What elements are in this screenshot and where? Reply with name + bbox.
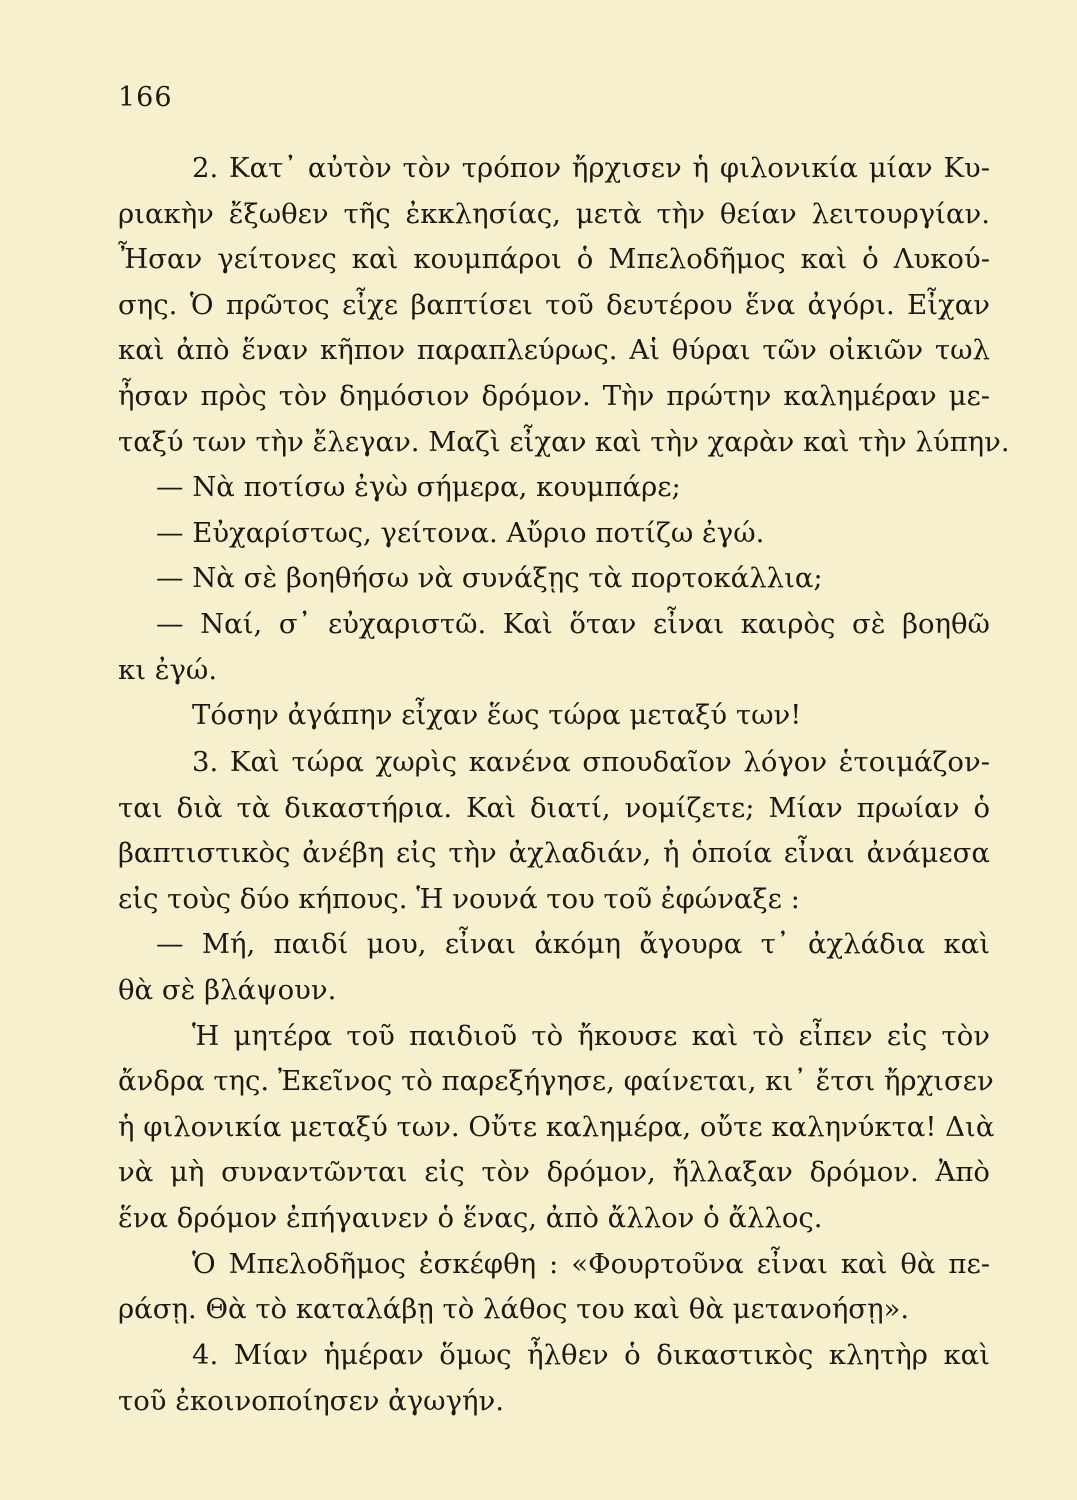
text-line: ται διὰ τὰ δικαστήρια. Καὶ διατί, νομίζετε; Μίαν πρωίαν ὁ: [118, 791, 990, 824]
text-line: τοῦ ἐκοινοποίησεν ἀγωγήν.: [118, 1384, 504, 1417]
dialogue-line: — Εὐχαρίστως, γείτονα. Αὔριο ποτίζω ἐγώ.: [156, 516, 765, 549]
dialogue-line: — Νὰ ποτίσω ἐγὼ σήμερα, κουμπάρε;: [156, 471, 681, 504]
text-line: ἡ φιλονικία μεταξύ των. Οὔτε καλημέρα, οὔτε καληνύκτα! Διὰ: [118, 1110, 995, 1143]
text-line: εἰς τοὺς δύο κήπους. Ἡ νουνά του τοῦ ἐφώναξε :: [118, 882, 800, 915]
closing-line: Τόσην ἀγάπην εἶχαν ἕως τώρα μεταξύ των!: [192, 699, 802, 732]
section-4: [118, 1333, 990, 1424]
section-3: [118, 740, 995, 1333]
text-line: Ἦσαν γείτονες καὶ κουμπάροι ὁ Μπελοδῆμος καὶ ὁ Λυκού-: [118, 243, 990, 276]
text-line: 3. Καὶ τώρα χωρὶς κανένα σπουδαῖον λόγον ἑτοιμάζον-: [192, 746, 990, 778]
text-line: καὶ ἀπὸ ἕναν κῆπον παραπλεύρως. Αἱ θύραι τῶν οἰκιῶν τωλ: [118, 334, 990, 367]
text-line: βαπτιστικὸς ἀνέβη εἰς τὴν ἀχλαδιάν, ἡ ὁποία εἶναι ἀνάμεσα: [118, 837, 990, 870]
text-line: Ὁ Μπελοδῆμος ἐσκέφθη : «Φουρτοῦνα εἶναι καὶ θὰ πε-: [192, 1247, 990, 1280]
section-2: [118, 146, 1010, 739]
text-line: Ἡ μητέρα τοῦ παιδιοῦ τὸ ἤκουσε καὶ τὸ εἶπεν εἰς τὸν: [192, 1019, 990, 1052]
text-line: ταξύ των τὴν ἔλεγαν. Μαζὶ εἶχαν καὶ τὴν χαρὰν καὶ τὴν λύπην.: [118, 425, 1010, 458]
dialogue-line: — Νὰ σὲ βοηθήσω νὰ συνάξῃς τὰ πορτοκάλλια;: [156, 562, 823, 595]
text-line: ἄνδρα της. Ἐκεῖνος τὸ παρεξήγησε, φαίνεται, κι᾽ ἔτσι ἤρχισεν: [118, 1065, 994, 1098]
text-line: σης. Ὁ πρῶτος εἶχε βαπτίσει τοῦ δευτέρου ἕνα ἀγόρι. Εἶχαν: [118, 288, 990, 321]
text-line: ἦσαν πρὸς τὸν δημόσιον δρόμον. Τὴν πρώτην καλημέραν με-: [118, 379, 990, 412]
text-line: ριακὴν ἔξωθεν τῆς ἐκκλησίας, μετὰ τὴν θείαν λειτουργίαν.: [118, 197, 990, 230]
quote-line: θὰ σὲ βλάψουν.: [118, 973, 337, 1006]
text-line: 2. Κατ᾽ αὐτὸν τὸν τρόπον ἤρχισεν ἡ φιλονικία μίαν Κυ-: [192, 152, 990, 184]
text-line: νὰ μὴ συναντῶνται εἰς τὸν δρόμον, ἤλλαξαν δρόμον. Ἀπὸ: [118, 1156, 990, 1189]
dialogue-continuation: κι ἐγώ.: [118, 653, 218, 686]
text-line: ἕνα δρόμον ἐπήγαινεν ὁ ἕνας, ἀπὸ ἄλλον ὁ ἄλλος.: [118, 1201, 823, 1234]
text-line: 4. Μίαν ἡμέραν ὅμως ἦλθεν ὁ δικαστικὸς κλητὴρ καὶ: [192, 1339, 990, 1371]
page-number: 166: [118, 82, 173, 113]
text-line: ράσῃ. Θὰ τὸ καταλάβῃ τὸ λάθος του καὶ θὰ μετανοήσῃ».: [118, 1293, 910, 1326]
quote-line: — Μή, παιδί μου, εἶναι ἀκόμη ἄγουρα τ᾽ ἀχλάδια καὶ: [156, 928, 990, 961]
dialogue-line: — Ναί, σ᾽ εὐχαριστῶ. Καὶ ὅταν εἶναι καιρὸς σὲ βοηθῶ: [156, 607, 990, 640]
